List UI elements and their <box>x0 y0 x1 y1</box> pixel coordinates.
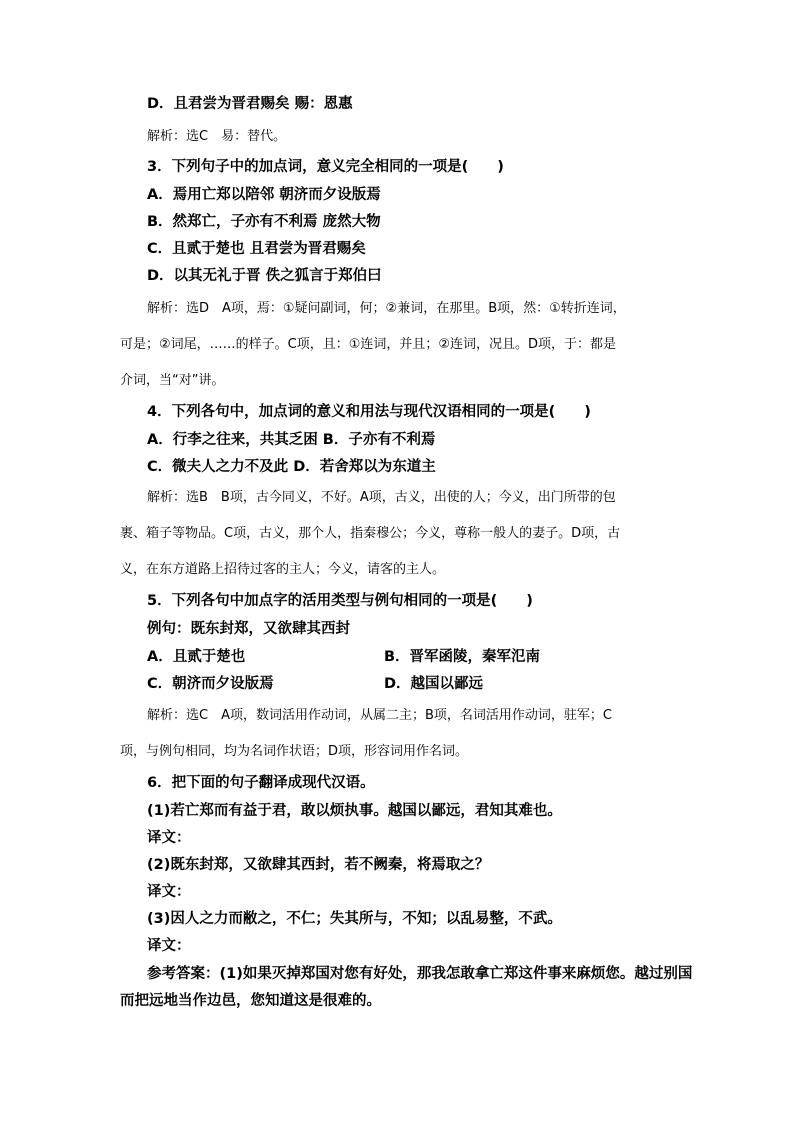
q3-option-a: A．焉用亡郑以陪邻 朝济而夕设版焉 <box>147 187 381 203</box>
q4-analysis-line: 义，在东方道路上招待过客的主人；今义，请客的主人。 <box>120 562 446 577</box>
q5-stem: 5．下列各句中加点字的活用类型与例句相同的一项是( ) <box>147 593 533 609</box>
q6-answer-line: 而把远地当作边邑，您知道这是很难的。 <box>120 993 381 1009</box>
q2-option-d: D．且君尝为晋君赐矣 赐：恩惠 <box>147 96 353 112</box>
q6-stem: 6．把下面的句子翻译成现代汉语。 <box>147 775 375 791</box>
q6-translation-label: 译文： <box>147 938 191 954</box>
q3-analysis-line: 解析：选D A项，焉：①疑问副词，何；②兼词，在那里。B项，然：①转折连词， <box>147 301 626 316</box>
q5-example: 例句：既东封郑，又欲肆其西封 <box>147 621 350 637</box>
q6-sentence-1: (1)若亡郑而有益于君，敢以烦执事。越国以鄙远，君知其难也。 <box>147 803 562 819</box>
q3-stem: 3．下列句子中的加点词，意义完全相同的一项是( ) <box>147 159 504 175</box>
q2-analysis: 解析：选C 易：替代。 <box>147 129 287 144</box>
q5-analysis-line: 解析：选C A项，数词活用作动词，从属二主；B项，名词活用作动词，驻军；C <box>147 708 612 723</box>
q4-stem: 4．下列各句中，加点词的意义和用法与现代汉语相同的一项是( ) <box>147 404 591 420</box>
q6-translation-label: 译文： <box>147 830 191 846</box>
q3-option-d: D．以其无礼于晋 佚之狐言于郑伯曰 <box>147 268 382 284</box>
q5-option-b: B．晋军函陵，秦军氾南 <box>384 649 541 665</box>
q4-analysis-line: 裹、箱子等物品。C项，古义，那个人，指秦穆公；今义，尊称一般人的妻子。D项，古 <box>120 526 621 541</box>
q5-analysis-line: 项，与例句相同，均为名词作状语；D项，形容词用作名词。 <box>120 744 469 759</box>
q5-option-c: C．朝济而夕设版焉 <box>147 676 274 692</box>
q3-analysis-line: 可是；②词尾，……的样子。C项，且：①连词，并且；②连词，况且。D项，于：都是 <box>120 337 617 352</box>
q3-option-b: B．然郑亡，子亦有不利焉 庞然大物 <box>147 214 381 230</box>
q6-translation-label: 译文： <box>147 884 191 900</box>
q6-sentence-3: (3)因人之力而敝之，不仁；失其所与，不知；以乱易整，不武。 <box>147 911 562 927</box>
q6-sentence-2: (2)既东封郑，又欲肆其西封，若不阙秦，将焉取之？ <box>147 857 490 873</box>
q5-option-a: A．且贰于楚也 <box>147 649 246 665</box>
q3-option-c: C．且贰于楚也 且君尝为晋君赐矣 <box>147 241 366 257</box>
q6-answer-line: 参考答案：(1)如果灭掉郑国对您有好处，那我怎敢拿亡郑这件事来麻烦您。越过别国 <box>147 966 693 982</box>
q3-analysis-line: 介词，当“对”讲。 <box>120 373 225 388</box>
q4-analysis-line: 解析：选B B项，古今同义，不好。A项，古义，出使的人；今义，出门所带的包 <box>147 490 616 505</box>
q4-options-ab: A．行李之往来，共其乏困 B．子亦有不利焉 <box>147 432 436 448</box>
q4-options-cd: C．微夫人之力不及此 D．若舍郑以为东道主 <box>147 459 436 475</box>
q5-option-d: D．越国以鄙远 <box>384 676 484 692</box>
